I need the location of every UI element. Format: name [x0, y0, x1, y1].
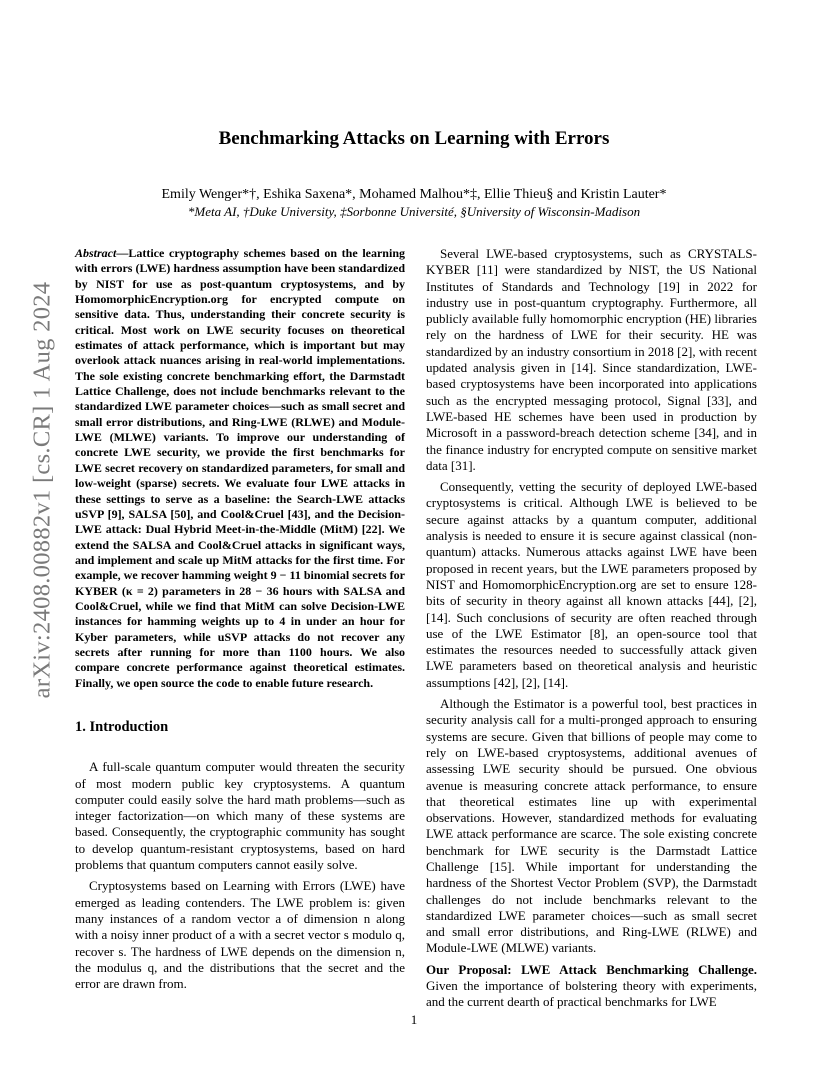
intro-paragraph-2: Cryptosystems based on Learning with Errors (LWE) have emerged as leading contenders. The LWE problem is: given many instances of a random vector a of dimension n along with a noisy inner product of a with a secret vector s modulo q, recover s. The hardness of LWE depends on the dimension n, the modulus q, and the distributions that the secret and the error are drawn from. — [75, 878, 405, 992]
authors-text: Emily Wenger*†, Eshika Saxena*, Mohamed Malhou*‡, Ellie Thieu§ and Kristin Lauter* — [161, 187, 667, 202]
intro-paragraph-1: A full-scale quantum computer would threaten the security of most modern public key cryptosystems. A quantum computer could easily solve the hard math problems—such as integer factorization—on which many of these systems are based. Consequently, the cryptographic community has sought to develop quantum-resistant cryptosystems, based on hard problems that quantum computers cannot easily solve. — [75, 759, 405, 873]
right-paragraph-2: Consequently, vetting the security of deployed LWE-based cryptosystems is critical. Although LWE is believed to be secure against attacks by a quantum computer, additional analysis is needed to ensure it is secure against classical (non-quantum) attacks. Numerous attacks against LWE have been proposed in recent years, but the LWE parameters proposed by NIST and HomomorphicEncryption.org are set to ensure 128-bits of security in theory against all known attacks [44], [2], [14]. Such conclusions of security are often reached through use of the LWE Estimator [8], an open-source tool that estimates the resources needed to successfully attack given LWE parameters based on theoretical analysis and heuristic assumptions [42], [2], [14]. — [426, 479, 757, 690]
arxiv-identifier-text: arXiv:2408.00882v1 [cs.CR] 1 Aug 2024 — [28, 281, 56, 699]
affiliations-text: *Meta AI, †Duke University, ‡Sorbonne Université, §University of Wisconsin-Madison — [187, 204, 641, 219]
abstract-label: Abstract — [75, 246, 117, 260]
right-paragraph-3: Although the Estimator is a powerful tool, best practices in security analysis call for a multi-pronged approach to ensuring systems are secure. Given that billions of people may come to rely on LWE-based cryptosystems, additional avenues of assessing LWE security should be pursued. One obvious avenue is measuring concrete attack performance, to ensure that theoretical estimates line up with experimental observations. However, standardized methods for evaluating LWE attack performance are scarce. The sole existing concrete benchmark for LWE security is the Darmstadt Lattice Challenge [15]. While important for understanding the hardness of the Shortest Vector Problem (SVP), the Darmstadt challenges do not include benchmarks relevant to the standardized LWE parameter choices—such as small secret and small error distributions, and Ring-LWE (RLWE) and Module-LWE (MLWE) variants. — [426, 696, 757, 956]
abstract — [75, 246, 405, 691]
author-list — [0, 186, 828, 203]
right-paragraph-4 — [426, 962, 757, 1011]
arxiv-identifier — [20, 281, 64, 699]
right-paragraph-1: Several LWE-based cryptosystems, such as CRYSTALS-KYBER [11] were standardized by NIST, the US National Institutes of Standards and Technology [19] in 2022 for industry use in post-quantum cryptography. Furthermore, all publicly available fully homomorphic encryption (HE) libraries rely on the hardness of LWE for their security. HE was standardized by an industry consortium in 2018 [2], with recent updated analysis given in [14]. Since standardization, LWE-based cryptosystems have been incorporated into applications such as the encrypted messaging protocol, Signal [33], and LWE-based HE schemes have been used in production by Microsoft in a password-breach detection scheme [34], and in the finance industry for encrypted compute on sensitive market data [31]. — [426, 246, 757, 473]
paper-title: Benchmarking Attacks on Learning with Errors — [218, 128, 610, 149]
page-number: 1 — [410, 1012, 418, 1027]
affiliations — [0, 204, 828, 220]
section-heading-introduction: 1. Introduction — [75, 718, 169, 735]
right-column — [426, 246, 757, 1016]
proposal-heading: Our Proposal: LWE Attack Benchmarking Challenge. — [426, 961, 757, 977]
proposal-text: Given the importance of bolstering theory with experiments, and the current dearth of practical benchmarks for LWE — [426, 978, 757, 1010]
left-column — [75, 246, 405, 997]
abstract-text: —Lattice cryptography schemes based on the learning with errors (LWE) hardness assumption have been standardized by NIST for use as post-quantum cryptosystems, and by HomomorphicEncryption.org for encrypted compute on sensitive data. Thus, understanding their concrete security is critical. Most work on LWE security focuses on theoretical estimates of attack performance, which is important but may overlook attack nuances arising in real-world implementations. The sole existing concrete benchmarking effort, the Darmstadt Lattice Challenge, does not include benchmarks relevant to the standardized LWE parameter choices—such as small secret and small error distributions, and Ring-LWE (RLWE) and Module-LWE (MLWE) variants. To improve our understanding of concrete LWE security, we provide the first benchmarks for LWE secret recovery on standardized parameters, for small and low-weight (sparse) secrets. We evaluate four LWE attacks in these settings to serve as a baseline: the Search-LWE attacks uSVP [9], SALSA [50], and Cool&Cruel [43], and the Decision-LWE attack: Dual Hybrid Meet-in-the-Middle (MitM) [22]. We extend the SALSA and Cool&Cruel attacks in significant ways, and implement and scale up MitM attacks for the first time. For example, we recover hamming weight 9 − 11 binomial secrets for KYBER (κ = 2) parameters in 28 − 36 hours with SALSA and Cool&Cruel, while we find that MitM can solve Decision-LWE instances for hamming weights up to 4 in under an hour for Kyber parameters, while uSVP attacks do not recover any secrets after running for more than 1100 hours. We also compare concrete performance against theoretical estimates. Finally, we open source the code to enable future research. — [75, 246, 405, 690]
